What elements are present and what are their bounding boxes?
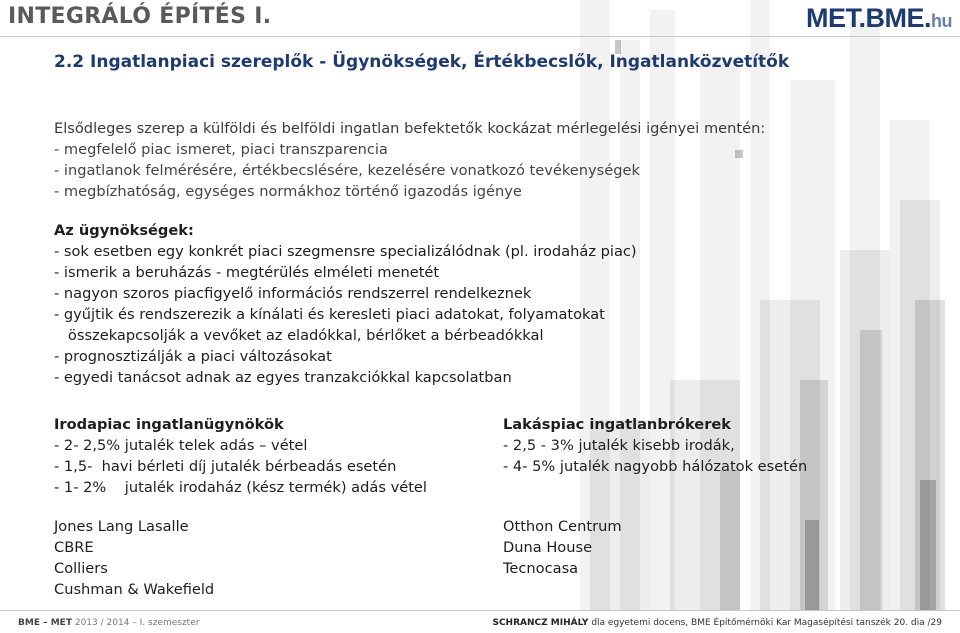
- footer-course-info: [18, 618, 199, 628]
- footer-slide-number: 20. dia /29: [893, 618, 942, 628]
- footer-divider: [0, 610, 960, 611]
- office-brokers-block: [54, 414, 427, 498]
- course-title: INTEGRÁLÓ ÉPÍTÉS I.: [8, 4, 272, 29]
- agencies-item: - nagyon szoros piacfigyelő információs rendszerrel rendelkeznek: [54, 285, 532, 302]
- footer-term: 2013 / 2014 – I. szemeszter: [74, 618, 200, 628]
- office-brokers-heading: Irodapiac ingatlanügynökök: [54, 416, 284, 433]
- agencies-item: - sok esetben egy konkrét piaci szegmensre specializálódnak (pl. irodaház piac): [54, 243, 637, 260]
- residential-firm: Tecnocasa: [503, 560, 579, 577]
- logo-hu: hu: [931, 11, 952, 31]
- met-bme-logo: [806, 3, 952, 34]
- intro-item: - megfelelő piac ismeret, piaci transzparencia: [54, 141, 388, 158]
- agencies-heading: Az ügynökségek:: [54, 222, 194, 239]
- residential-brokers-item: - 4- 5% jutalék nagyobb hálózatok esetén: [503, 458, 808, 475]
- office-firm: Colliers: [54, 560, 108, 577]
- intro-item: - ingatlanok felmérésére, értékbecslésére, kezelésére vonatkozó tevékenységek: [54, 162, 640, 179]
- footer-author-desc: dla egyetemi docens, BME Építőmérnöki Kar Magasépítési tanszék: [591, 618, 891, 628]
- intro-block: [54, 118, 765, 202]
- logo-met: MET.: [805, 3, 866, 33]
- office-firm: CBRE: [54, 539, 94, 556]
- logo-bme: BME.: [865, 3, 931, 33]
- residential-brokers-block: [503, 414, 807, 477]
- agencies-item: - gyűjtik és rendszerezik a kínálati és keresleti piaci adatokat, folyamatokat: [54, 306, 605, 323]
- residential-firm: Duna House: [503, 539, 593, 556]
- office-firm: Cushman & Wakefield: [54, 581, 215, 598]
- office-firm: Jones Lang Lasalle: [54, 518, 189, 535]
- residential-brokers-heading: Lakáspiac ingatlanbrókerek: [503, 416, 731, 433]
- agencies-item: - prognosztizálják a piaci változásokat: [54, 348, 332, 365]
- residential-brokers-item: - 2,5 - 3% jutalék kisebb irodák,: [503, 437, 735, 454]
- agencies-block: [54, 220, 637, 388]
- agencies-item: - ismerik a beruházás - megtérülés elméleti menetét: [54, 264, 440, 281]
- intro-lead: Elsődleges szerep a külföldi és belföldi ingatlan befektetők kockázat mérlegelési igényei mentén:: [54, 120, 766, 137]
- header-divider: [0, 36, 960, 37]
- residential-firm: Otthon Centrum: [503, 518, 622, 535]
- footer-author-info: [492, 618, 942, 628]
- footer-course: BME – MET: [18, 618, 72, 628]
- footer-author: SCHRANCZ MIHÁLY: [492, 618, 589, 628]
- agencies-item: összekapcsolják a vevőket az eladókkal, bérlőket a bérbeadókkal: [54, 327, 544, 344]
- residential-firms-list: [503, 516, 622, 579]
- agencies-item: - egyedi tanácsot adnak az egyes tranzakciókkal kapcsolatban: [54, 369, 512, 386]
- section-title: 2.2 Ingatlanpiaci szereplők - Ügynökségek, Értékbecslők, Ingatlanközvetítők: [54, 52, 790, 72]
- office-firms-list: [54, 516, 214, 600]
- intro-item: - megbízhatóság, egységes normákhoz történő igazodás igénye: [54, 183, 522, 200]
- office-brokers-item: - 2- 2,5% jutalék telek adás – vétel: [54, 437, 308, 454]
- office-brokers-item: - 1- 2% jutalék irodaház (kész termék) adás vétel: [54, 479, 427, 496]
- office-brokers-item: - 1,5- havi bérleti díj jutalék bérbeadás esetén: [54, 458, 397, 475]
